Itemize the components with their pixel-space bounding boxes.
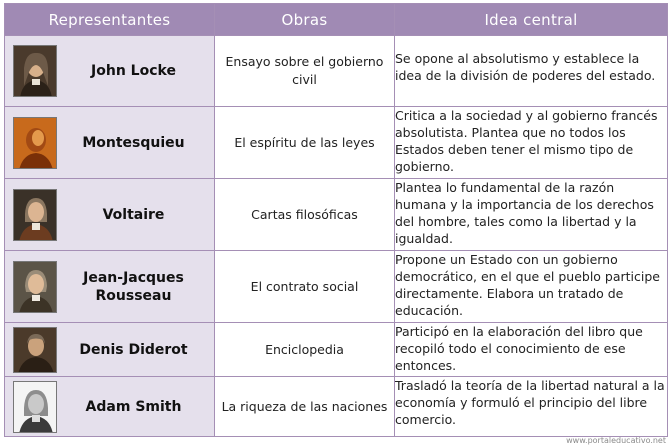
table-row [5, 107, 668, 179]
table-row [5, 377, 668, 437]
table-row [5, 323, 668, 377]
table-header-row [5, 4, 668, 36]
rousseau-portrait [13, 261, 57, 313]
representative-name: Adam Smith [85, 398, 182, 415]
representative-cell [5, 251, 215, 323]
work-title: El espíritu de las leyes [215, 107, 395, 179]
header-representantes: Representantes [5, 4, 215, 36]
representative-name: John Locke [91, 63, 176, 79]
work-title: Cartas filosóficas [215, 179, 395, 251]
john-locke-portrait [13, 45, 57, 97]
header-obras: Obras [215, 4, 395, 36]
representative-cell [5, 323, 215, 377]
table-row [5, 251, 668, 323]
representative-cell [5, 179, 215, 251]
central-idea: Plantea lo fundamental de la razón humana y la importancia de los derechos del hombre, tales como la libertad y la igualdad. [395, 179, 668, 251]
work-title: El contrato social [215, 251, 395, 323]
table-row [5, 36, 668, 107]
work-title: Enciclopedia [215, 323, 395, 377]
representative-cell [5, 377, 215, 437]
work-title: Ensayo sobre el gobierno civil [215, 36, 395, 107]
source-credit: www.portaleducativo.net [566, 436, 666, 445]
central-idea: Se opone al absolutismo y establece la idea de la división de poderes del estado. [395, 36, 668, 107]
central-idea: Trasladó la teoría de la libertad natural a la economía y formuló el principio del libre comercio. [395, 377, 668, 437]
representative-name: Montesquieu [82, 134, 185, 151]
representative-cell [5, 36, 215, 107]
diderot-portrait [13, 327, 57, 373]
central-idea: Participó en la elaboración del libro que recopiló todo el conocimiento de ese entonces. [395, 323, 668, 377]
adam-smith-portrait [13, 381, 57, 433]
table-row [5, 179, 668, 251]
enlightenment-table [4, 3, 668, 437]
central-idea: Propone un Estado con un gobierno democrático, en el que el pueblo participe directamente. Elabora un tratado de educación. [395, 251, 668, 323]
representative-name: Voltaire [102, 206, 165, 223]
montesquieu-portrait [13, 117, 57, 169]
work-title: La riqueza de las naciones [215, 377, 395, 437]
central-idea: Critica a la sociedad y al gobierno francés absolutista. Plantea que no todos los Estados deben tener el mismo tipo de gobierno. [395, 107, 668, 179]
header-idea-central: Idea central [395, 4, 668, 36]
representative-name: Jean-Jacques Rousseau [83, 269, 184, 304]
representative-cell [5, 107, 215, 179]
voltaire-portrait [13, 189, 57, 241]
representative-name: Denis Diderot [79, 341, 188, 358]
